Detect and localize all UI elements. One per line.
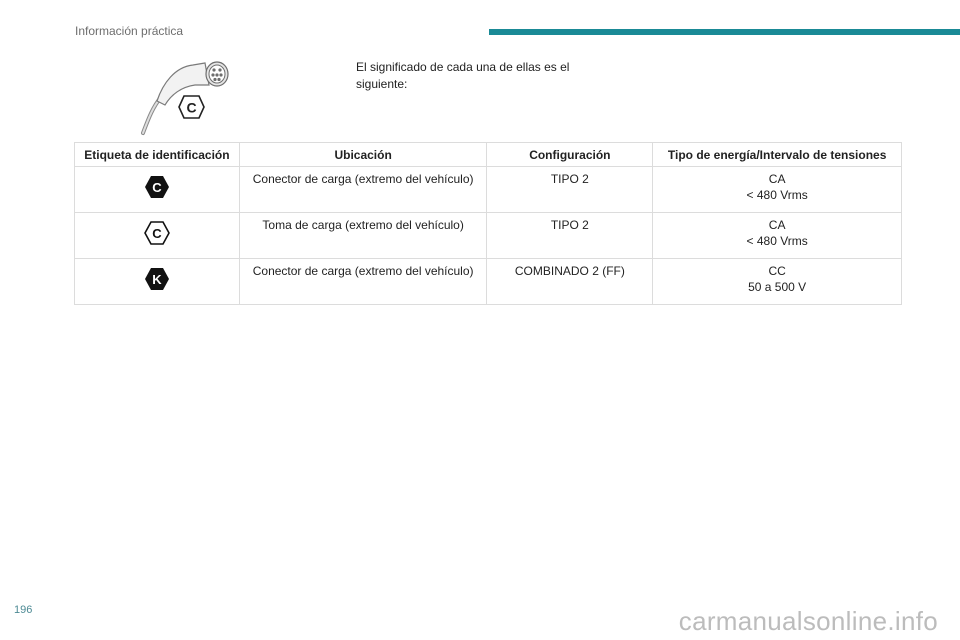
energy-type: CA [768, 172, 786, 186]
badge-letter: K [152, 272, 162, 287]
intro-text: El significado de cada una de ellas es el siguiente: [356, 60, 570, 91]
hexagon-badge-c-outlined-icon [143, 220, 171, 250]
location-cell: Conector de carga (extremo del vehículo) [239, 259, 487, 305]
page-number: 196 [14, 604, 33, 616]
watermark: carmanualsonline.info [678, 606, 938, 636]
header-accent-bar [489, 29, 960, 35]
energy-type: CC [768, 264, 786, 278]
configuration-cell: COMBINADO 2 (FF) [487, 259, 653, 305]
voltage-range: 50 a 500 V [748, 280, 807, 294]
table-row [75, 259, 902, 305]
location-cell: Toma de carga (extremo del vehículo) [239, 213, 487, 259]
identification-cell [75, 213, 240, 259]
configuration-cell: TIPO 2 [487, 167, 653, 213]
hexagon-badge-c-filled-icon [143, 174, 171, 204]
voltage-range: < 480 Vrms [746, 188, 808, 202]
header-energy-type: Tipo de energía/Intervalo de tensiones [653, 143, 902, 167]
energy-cell [653, 213, 902, 259]
table-header-row [75, 143, 902, 167]
table-row [75, 167, 902, 213]
connector-table [74, 142, 902, 305]
badge-letter: C [152, 180, 162, 195]
illustration-badge-letter: C [186, 99, 197, 116]
section-title: Información práctica [75, 24, 184, 38]
energy-cell [653, 259, 902, 305]
identification-cell [75, 259, 240, 305]
badge-letter: C [152, 226, 162, 241]
identification-cell [75, 167, 240, 213]
voltage-range: < 480 Vrms [746, 234, 808, 248]
configuration-cell: TIPO 2 [487, 213, 653, 259]
hexagon-badge-k-filled-icon [143, 266, 171, 296]
location-cell: Conector de carga (extremo del vehículo) [239, 167, 487, 213]
table-row [75, 213, 902, 259]
header-identification-label: Etiqueta de identificación [75, 143, 240, 167]
energy-type: CA [768, 218, 786, 232]
energy-cell [653, 167, 902, 213]
charging-connector-icon [135, 55, 235, 140]
header-configuration: Configuración [487, 143, 653, 167]
header-location: Ubicación [239, 143, 487, 167]
